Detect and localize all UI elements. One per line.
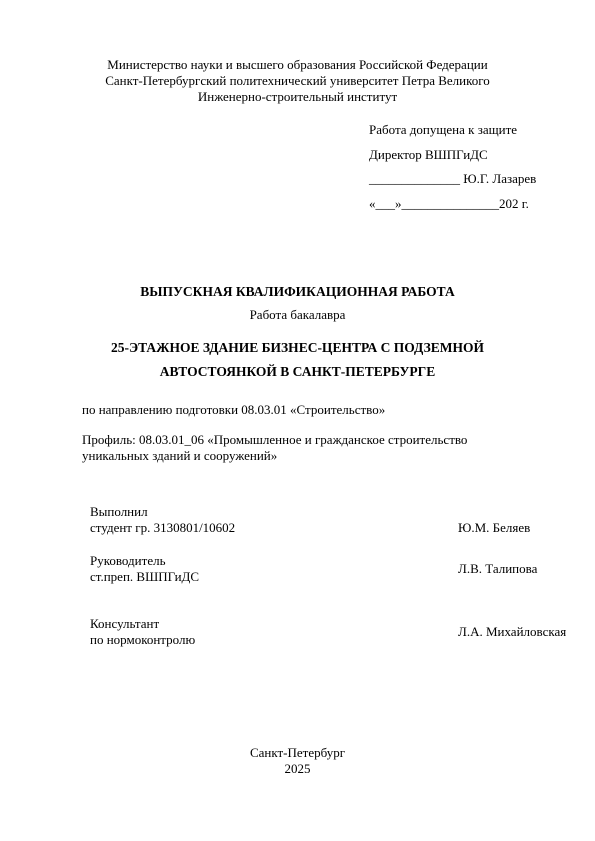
footer-year: 2025 [284,761,311,776]
performer-name: Ю.М. Беляев [458,520,531,535]
approval-admitted: Работа допущена к защите [369,122,518,137]
ministry-line: Министерство науки и высшего образования Российской Федерации [107,57,488,72]
thesis-topic-line1: 25-ЭТАЖНОЕ ЗДАНИЕ БИЗНЕС-ЦЕНТРА С ПОДЗЕМНОЙ [110,340,485,355]
thesis-type: Работа бакалавра [249,307,346,322]
study-direction: по направлению подготовки 08.03.01 «Строительство» [82,402,386,417]
supervisor-position: ст.преп. ВШПГиДС [90,569,200,584]
consultant-role: Консультант [90,616,160,631]
profile-line2: уникальных зданий и сооружений» [82,448,278,463]
thesis-topic-line2: АВТОСТОЯНКОЙ В САНКТ-ПЕТЕРБУРГЕ [159,364,436,379]
thesis-title: ВЫПУСКНАЯ КВАЛИФИКАЦИОННАЯ РАБОТА [140,284,455,299]
institute-line: Инженерно-строительный институт [197,89,398,104]
supervisor-name: Л.В. Талипова [458,561,538,576]
profile-line1: Профиль: 08.03.01_06 «Промышленное и гражданское строительство [82,432,468,447]
performer-group: студент гр. 3130801/10602 [90,520,236,535]
consultant-scope: по нормоконтролю [90,632,196,647]
university-line: Санкт-Петербургский политехнический университет Петра Великого [105,73,490,88]
consultant-name: Л.А. Михайловская [458,624,567,639]
supervisor-role: Руководитель [90,553,166,568]
performer-role: Выполнил [90,504,148,519]
approval-signature-line: ______________ Ю.Г. Лазарев [369,171,537,186]
footer-city: Санкт-Петербург [249,745,346,760]
approval-date-line: «___»_______________202 г. [369,196,529,211]
approval-director: Директор ВШПГиДС [369,147,488,162]
